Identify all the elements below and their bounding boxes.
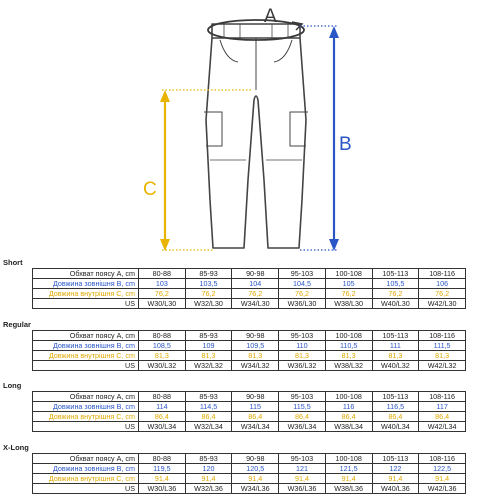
- size-table: [32, 453, 466, 494]
- table-cell: W32/L34: [185, 422, 232, 432]
- row-label: Довжина внутрішня C, cm: [33, 474, 139, 484]
- table-cell: 110,5: [325, 341, 372, 351]
- table-cell: 121: [279, 464, 326, 474]
- table-cell: 105-113: [372, 331, 419, 341]
- table-cell: 108,5: [139, 341, 186, 351]
- table-cell: 105,5: [372, 279, 419, 289]
- size-table: [32, 330, 466, 371]
- table-cell: 105-113: [372, 454, 419, 464]
- table-cell: 81,3: [372, 351, 419, 361]
- table-cell: 86,4: [279, 412, 326, 422]
- table-cell: W38/L36: [325, 484, 372, 494]
- table-cell: 85-93: [185, 331, 232, 341]
- table-cell: W34/L34: [232, 422, 279, 432]
- row-label: US: [33, 422, 139, 432]
- table-cell: 120,5: [232, 464, 279, 474]
- table-cell: W42/L32: [419, 361, 466, 371]
- table-cell: W42/L34: [419, 422, 466, 432]
- table-row-waist: [33, 454, 466, 464]
- table-row-inner: [33, 289, 466, 299]
- table-cell: 76,2: [419, 289, 466, 299]
- table-cell: 105: [325, 279, 372, 289]
- table-cell: W32/L30: [185, 299, 232, 309]
- table-cell: 86,4: [372, 412, 419, 422]
- table-cell: 80-88: [139, 269, 186, 279]
- table-cell: W40/L30: [372, 299, 419, 309]
- table-cell: W42/L30: [419, 299, 466, 309]
- table-cell: 108-116: [419, 454, 466, 464]
- table-cell: 100-108: [325, 269, 372, 279]
- table-cell: 95-103: [279, 331, 326, 341]
- table-cell: 115,5: [279, 402, 326, 412]
- table-row-us: [33, 361, 466, 371]
- table-cell: 122,5: [419, 464, 466, 474]
- row-label: Обхват поясу A, cm: [33, 331, 139, 341]
- table-cell: 81,3: [185, 351, 232, 361]
- table-cell: 109: [185, 341, 232, 351]
- table-cell: W30/L32: [139, 361, 186, 371]
- table-cell: 76,2: [232, 289, 279, 299]
- table-cell: 76,2: [139, 289, 186, 299]
- table-cell: 90-98: [232, 454, 279, 464]
- table-cell: 95-103: [279, 392, 326, 402]
- table-cell: 81,3: [325, 351, 372, 361]
- row-label: Довжина зовнішня B, cm: [33, 402, 139, 412]
- table-cell: 100-108: [325, 454, 372, 464]
- table-cell: 81,3: [419, 351, 466, 361]
- table-cell: 104: [232, 279, 279, 289]
- table-cell: 109,5: [232, 341, 279, 351]
- table-cell: W40/L34: [372, 422, 419, 432]
- table-cell: 80-88: [139, 454, 186, 464]
- table-cell: 108-116: [419, 392, 466, 402]
- row-label: Довжина внутрішня C, cm: [33, 289, 139, 299]
- table-cell: 91,4: [185, 474, 232, 484]
- table-cell: 122: [372, 464, 419, 474]
- table-cell: W34/L36: [232, 484, 279, 494]
- label-b: B: [339, 134, 352, 155]
- table-cell: W34/L32: [232, 361, 279, 371]
- table-cell: 114,5: [185, 402, 232, 412]
- row-label: Довжина зовнішня B, cm: [33, 341, 139, 351]
- table-cell: 91,4: [372, 474, 419, 484]
- table-cell: W34/L30: [232, 299, 279, 309]
- row-label: Довжина внутрішня C, cm: [33, 412, 139, 422]
- table-cell: 81,3: [139, 351, 186, 361]
- measurement-a: [208, 6, 304, 40]
- table-cell: 80-88: [139, 331, 186, 341]
- measurement-b: [300, 26, 352, 251]
- table-cell: W32/L32: [185, 361, 232, 371]
- table-row-outer: [33, 402, 466, 412]
- table-row-inner: [33, 474, 466, 484]
- table-cell: 100-108: [325, 331, 372, 341]
- table-cell: 86,4: [139, 412, 186, 422]
- section-title: X-Long: [3, 443, 29, 452]
- table-row-inner: [33, 351, 466, 361]
- table-cell: 116: [325, 402, 372, 412]
- table-cell: 114: [139, 402, 186, 412]
- table-cell: W42/L36: [419, 484, 466, 494]
- measurement-c: [143, 90, 252, 251]
- table-cell: 85-93: [185, 454, 232, 464]
- row-label: US: [33, 361, 139, 371]
- size-table: [32, 268, 466, 309]
- table-cell: 120: [185, 464, 232, 474]
- section-title: Long: [3, 381, 22, 390]
- row-label: US: [33, 299, 139, 309]
- table-row-outer: [33, 464, 466, 474]
- table-cell: 111: [372, 341, 419, 351]
- table-cell: 106: [419, 279, 466, 289]
- table-cell: 95-103: [279, 269, 326, 279]
- table-cell: W40/L32: [372, 361, 419, 371]
- table-cell: W36/L32: [279, 361, 326, 371]
- table-cell: 108-116: [419, 331, 466, 341]
- table-cell: W38/L34: [325, 422, 372, 432]
- section-title: Regular: [3, 320, 31, 329]
- table-row-waist: [33, 392, 466, 402]
- table-cell: 111,5: [419, 341, 466, 351]
- row-label: Довжина внутрішня C, cm: [33, 351, 139, 361]
- row-label: Обхват поясу A, cm: [33, 392, 139, 402]
- size-table: [32, 391, 466, 432]
- table-cell: W30/L36: [139, 484, 186, 494]
- table-cell: 105-113: [372, 269, 419, 279]
- table-cell: W30/L34: [139, 422, 186, 432]
- table-cell: 104,5: [279, 279, 326, 289]
- row-label: Довжина зовнішня B, cm: [33, 464, 139, 474]
- table-cell: 91,4: [325, 474, 372, 484]
- table-cell: 81,3: [279, 351, 326, 361]
- table-cell: 91,4: [139, 474, 186, 484]
- table-cell: 91,4: [232, 474, 279, 484]
- table-cell: W32/L36: [185, 484, 232, 494]
- table-cell: 119,5: [139, 464, 186, 474]
- table-cell: 86,4: [419, 412, 466, 422]
- table-cell: 121,5: [325, 464, 372, 474]
- table-cell: 117: [419, 402, 466, 412]
- table-cell: 81,3: [232, 351, 279, 361]
- table-cell: 103: [139, 279, 186, 289]
- table-cell: 90-98: [232, 392, 279, 402]
- table-row-waist: [33, 269, 466, 279]
- table-cell: 85-93: [185, 392, 232, 402]
- table-row-us: [33, 422, 466, 432]
- table-cell: 116,5: [372, 402, 419, 412]
- table-cell: W40/L36: [372, 484, 419, 494]
- table-cell: W36/L36: [279, 484, 326, 494]
- table-cell: 76,2: [325, 289, 372, 299]
- table-cell: 85-93: [185, 269, 232, 279]
- table-cell: 80-88: [139, 392, 186, 402]
- table-cell: 86,4: [325, 412, 372, 422]
- table-row-outer: [33, 341, 466, 351]
- row-label: US: [33, 484, 139, 494]
- table-cell: 115: [232, 402, 279, 412]
- table-cell: 91,4: [279, 474, 326, 484]
- table-cell: 76,2: [185, 289, 232, 299]
- table-cell: 91,4: [419, 474, 466, 484]
- table-cell: 90-98: [232, 331, 279, 341]
- section-title: Short: [3, 258, 23, 267]
- table-cell: W38/L30: [325, 299, 372, 309]
- table-cell: W30/L30: [139, 299, 186, 309]
- table-cell: 105-113: [372, 392, 419, 402]
- table-row-us: [33, 484, 466, 494]
- table-cell: W38/L32: [325, 361, 372, 371]
- table-row-waist: [33, 331, 466, 341]
- table-cell: W36/L30: [279, 299, 326, 309]
- pants-outline: [204, 24, 308, 248]
- table-cell: 76,2: [279, 289, 326, 299]
- label-c: C: [143, 179, 157, 200]
- table-cell: 95-103: [279, 454, 326, 464]
- table-cell: 108-116: [419, 269, 466, 279]
- table-cell: 86,4: [232, 412, 279, 422]
- table-cell: 110: [279, 341, 326, 351]
- label-a: A: [264, 6, 277, 27]
- table-cell: W36/L34: [279, 422, 326, 432]
- table-row-us: [33, 299, 466, 309]
- table-cell: 103,5: [185, 279, 232, 289]
- table-row-inner: [33, 412, 466, 422]
- row-label: Обхват поясу A, cm: [33, 269, 139, 279]
- table-row-outer: [33, 279, 466, 289]
- table-cell: 100-108: [325, 392, 372, 402]
- row-label: Довжина зовнішня B, cm: [33, 279, 139, 289]
- table-cell: 90-98: [232, 269, 279, 279]
- row-label: Обхват поясу A, cm: [33, 454, 139, 464]
- table-cell: 76,2: [372, 289, 419, 299]
- table-cell: 86,4: [185, 412, 232, 422]
